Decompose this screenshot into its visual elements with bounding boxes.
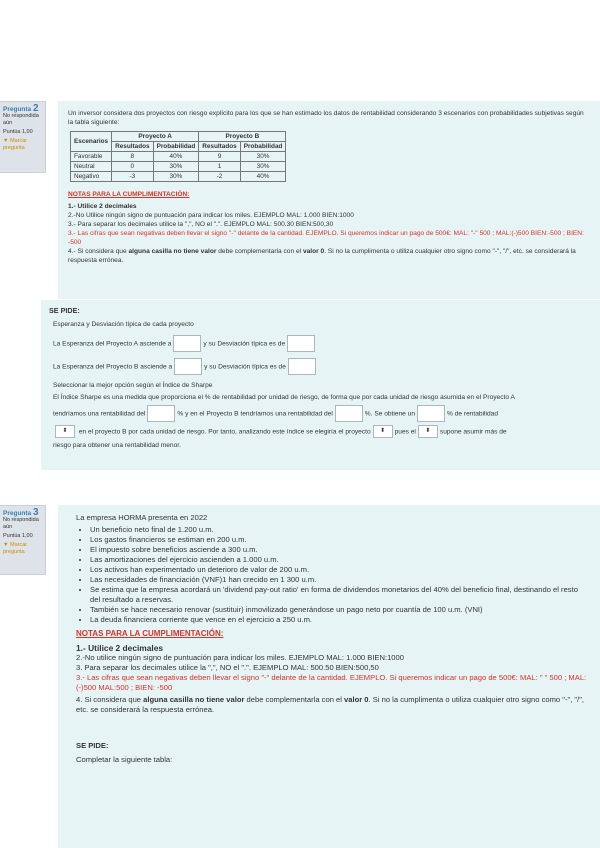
sharpe-line-3: riesgo para obtener una rentabilidad menor. xyxy=(53,442,181,449)
note-4: 3.- Las cifras que sean negativas deben llevar el signo "-" delante de la cantidad. EJEMPLO. Si queremos indicar un pago de 500€: MAL: "-" 500 ; MAL:(-)500 BIEN:-500 ; BIEN: -500 xyxy=(68,230,584,246)
list-item: • El impuesto sobre beneficios asciende a 300 u.m. xyxy=(90,545,590,555)
note-2: 2.-No utilice ningún signo de puntuación para indicar los miles. EJEMPLO MAL: 1.000 BIEN:1000 xyxy=(76,653,404,662)
sharpe-line-2: ⬍ en el proyecto B por cada unidad de riesgo. Por tanto, analizando este índice se elegiría el proyecto ⬍ pues el ⬍ supone asumir más de xyxy=(53,425,592,438)
list-item: • Las amortizaciones del ejercicio ascienden a 1.000 u.m. xyxy=(90,555,590,565)
header-escenarios: Escenarios xyxy=(71,132,112,152)
note-3: 3. Para separar los decimales utilice la ",", NO el ".". EJEMPLO MAL: 500.50 BIEN:500,50 xyxy=(76,663,379,672)
question-status: No respondida aún xyxy=(3,517,39,530)
flag-question-button[interactable]: ▼ Marcar pregunta xyxy=(3,542,28,555)
note-5: 4.- Si considera que alguna casilla no tiene valor debe complementarla con el valor 0. Si no la cumplimenta o utiliza cualquier otro signo como "-", "/", etc. se considerará la respuesta errónea. xyxy=(68,248,576,264)
flag-question-button[interactable]: ▼ Marcar pregunta xyxy=(3,138,28,151)
se-pide-heading: SE PIDE: xyxy=(49,306,80,315)
question-intro: Un inversor considera dos proyectos con riesgo explícito para los que se han estimado los datos de rentabilidad considerando 3 escenarios con probabilidades subjetivas según la tabla siguiente: xyxy=(68,110,584,126)
esperanza-b-input[interactable] xyxy=(174,358,202,375)
note-3: 3.- Para separar los decimales utilice la ",", NO el ".". EJEMPLO MAL: 500.30 BIEN:500,30 xyxy=(68,221,334,228)
select-project[interactable] xyxy=(373,425,393,438)
task-2: Seleccionar la mejor opción según el Índice de Sharpe xyxy=(53,382,213,389)
list-item: • La deuda financiera corriente que vence en el ejercicio a 250 u.m. xyxy=(90,615,590,625)
task-1: Completar la siguiente tabla: xyxy=(76,755,173,764)
note-2: 2.-No Utilice ningún signo de puntuación para indicar los miles. EJEMPLO MAL: 1.000 BIEN:1000 xyxy=(68,212,354,219)
list-item: • Los gastos financieros se estiman en 200 u.m. xyxy=(90,535,590,545)
note-5: 4. Si considera que alguna casilla no tiene valor debe complementarla con el valor 0. Si no la cumplimenta o utiliza cualquier otro signo como "-", "/", etc. se considerará la respuesta errónea. xyxy=(76,695,585,714)
header-probabilidad: Probabilidad xyxy=(153,142,199,152)
table-row: Neutral 0 30% 1 30% xyxy=(71,162,286,172)
question-2-tasks xyxy=(41,300,600,470)
list-item: • Las necesidades de financiación (VNF)1 han crecido en 1 300 u.m. xyxy=(90,575,590,585)
list-item: • También se hace necesario renovar (sustituir) inmovilizado generándose un pago neto por cuantía de 100 u.m. (VNI) xyxy=(90,605,590,615)
sharpe-b-input[interactable] xyxy=(335,405,363,422)
desviacion-a-input[interactable] xyxy=(287,335,315,352)
data-list xyxy=(76,525,590,625)
note-1: 1.- Utilice 2 decimales xyxy=(68,203,137,210)
sharpe-text: El Índice Sharpe es una medida que proporciona el % de rentabilidad por unidad de riesgo, de forma que por cada unidad de riesgo asumida en el Proyecto A xyxy=(53,394,515,401)
task-esperanza-b: La Esperanza del Proyecto B asciende a y su Desviación típica es de xyxy=(53,358,592,375)
question-number: Pregunta 2 xyxy=(3,103,39,114)
task-1: Esperanza y Desviación típica de cada proyecto xyxy=(53,321,194,328)
note-4: 3.- Las cifras que sean negativas deben llevar el signo "-" delante de la cantidad. EJEMPLO. Si queremos indicar un pago de 500€: MAL: " " 500 ; MAL:(-)500 MAL:500 ; BIEN: -500 xyxy=(76,673,587,692)
sharpe-diff-input[interactable] xyxy=(417,405,445,422)
desviacion-b-input[interactable] xyxy=(288,358,316,375)
question-number: Pregunta 3 xyxy=(3,507,39,518)
question-info-3 xyxy=(0,505,46,575)
select-other-project[interactable] xyxy=(418,425,438,438)
header-proyecto-a: Proyecto A xyxy=(112,132,199,142)
list-item: • Un beneficio neto final de 1.200 u.m. xyxy=(90,525,590,535)
question-info-2 xyxy=(0,101,46,173)
se-pide-heading: SE PIDE: xyxy=(76,741,109,750)
note-1: 1.- Utilice 2 decimales xyxy=(76,643,164,653)
select-arrows-icon: ⬍ xyxy=(380,428,386,434)
question-score: Puntúa 1,00 xyxy=(3,129,33,135)
question-status: No respondida aún xyxy=(3,113,39,126)
question-score: Puntúa 1,00 xyxy=(3,533,33,539)
esperanza-a-input[interactable] xyxy=(173,335,201,352)
scenario-table xyxy=(70,131,286,182)
notes-title: NOTAS PARA LA CUMPLIMENTACIÓN: xyxy=(68,191,190,198)
list-item: • Se estima que la empresa acordará un 'dividend pay-out ratio' en forma de dividendos monetarios del 40% del beneficio final, destinando el resto del resultado a reservas. xyxy=(90,585,590,605)
task-esperanza-a: La Esperanza del Proyecto A asciende a y su Desviación típica es de xyxy=(53,335,592,352)
flag-icon: ▼ xyxy=(3,138,9,144)
header-probabilidad: Probabilidad xyxy=(240,142,286,152)
sharpe-a-input[interactable] xyxy=(147,405,175,422)
table-row: Favorable 8 40% 9 30% xyxy=(71,152,286,162)
question-3-content xyxy=(58,505,600,848)
table-row: Negativo -3 30% -2 40% xyxy=(71,172,286,182)
select-arrows-icon: ⬍ xyxy=(425,428,431,434)
header-proyecto-b: Proyecto B xyxy=(199,132,286,142)
question-intro: La empresa HORMA presenta en 2022 xyxy=(76,513,208,522)
select-arrows-icon: ⬍ xyxy=(62,428,68,434)
sharpe-line-1: tendríamos una rentabilidad del % y en el Proyecto B tendríamos una rentabilidad del %. Se obtiene un % de rentabilidad xyxy=(53,405,592,422)
header-resultados: Resultados xyxy=(112,142,153,152)
header-resultados: Resultados xyxy=(199,142,240,152)
select-more-less[interactable] xyxy=(55,425,75,438)
question-2-content xyxy=(58,101,600,299)
list-item: • Los activos han experimentado un deterioro de valor de 200 u.m. xyxy=(90,565,590,575)
notes-title: NOTAS PARA LA CUMPLIMENTACIÓN: xyxy=(76,629,224,638)
flag-icon: ▼ xyxy=(3,542,9,548)
